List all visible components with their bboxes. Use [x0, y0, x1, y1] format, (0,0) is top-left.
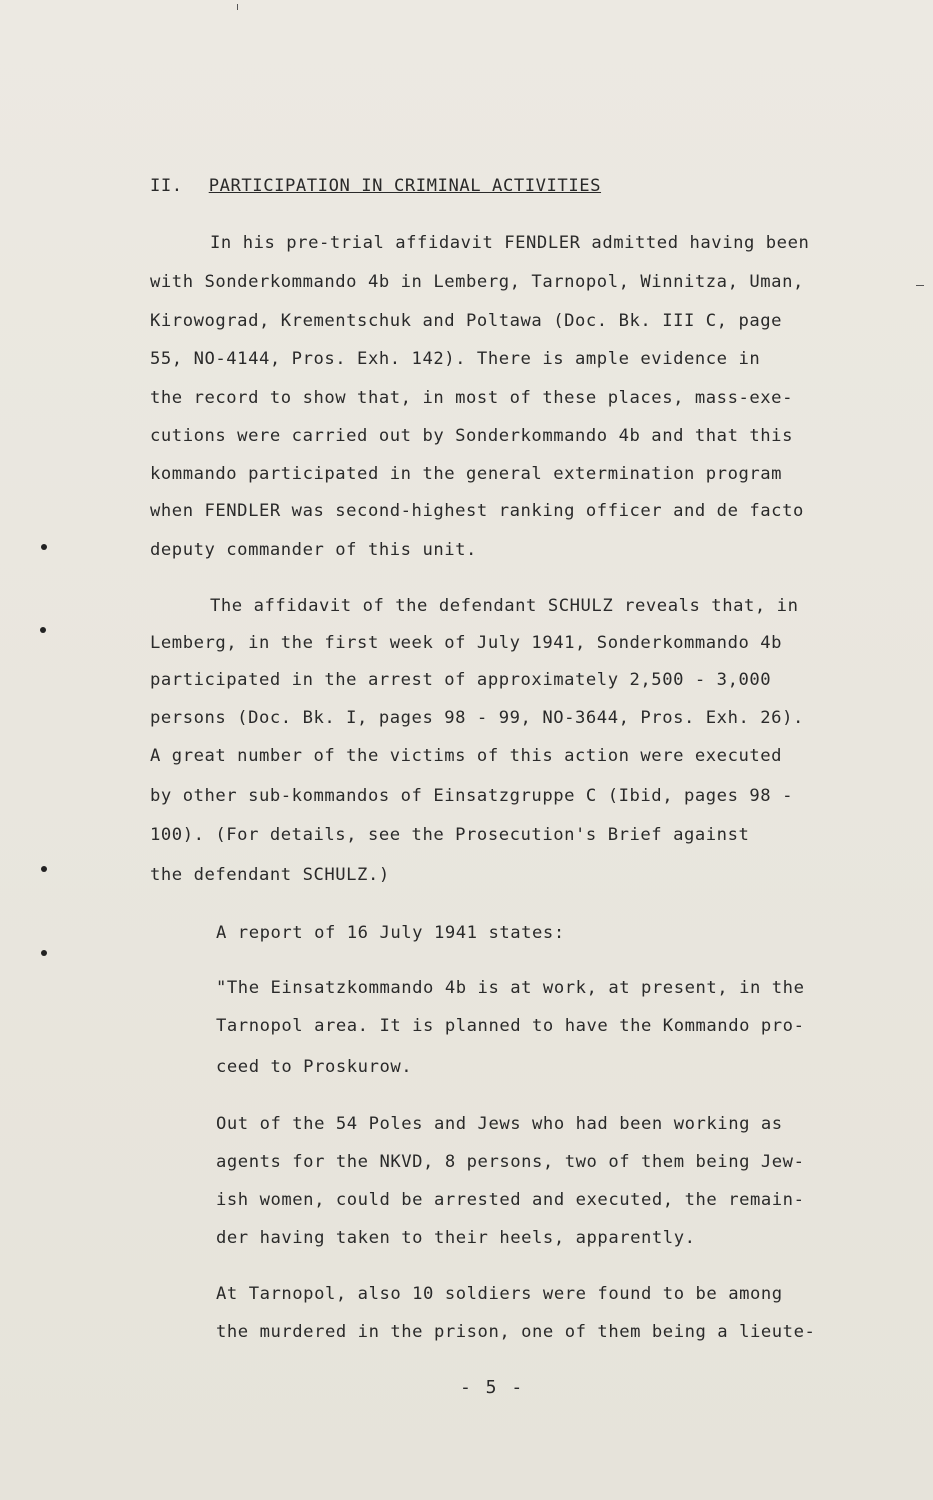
paragraph-line: 55, NO-4144, Pros. Exh. 142). There is ample evidence in: [150, 349, 761, 369]
paragraph-line: by other sub-kommandos of Einsatzgruppe C (Ibid, pages 98 -: [150, 786, 793, 806]
paragraph-line: deputy commander of this unit.: [150, 540, 477, 560]
quote-line: Out of the 54 Poles and Jews who had been working as: [216, 1114, 783, 1134]
section-title: PARTICIPATION IN CRIMINAL ACTIVITIES: [208, 176, 602, 196]
quote-line: At Tarnopol, also 10 soldiers were found to be among: [216, 1284, 783, 1304]
punch-hole-2: [40, 627, 46, 633]
paragraph-line: the record to show that, in most of these places, mass-exe-: [150, 388, 793, 408]
paragraph-line: kommando participated in the general extermination program: [150, 464, 783, 484]
report-intro: A report of 16 July 1941 states:: [216, 923, 565, 943]
punch-hole-1: [41, 544, 47, 550]
edge-mark: [916, 285, 924, 286]
paragraph-line: A great number of the victims of this action were executed: [150, 746, 783, 766]
quote-line: ceed to Proskurow.: [216, 1057, 413, 1077]
section-number: II.: [150, 176, 183, 196]
paragraph-line: Kirowograd, Krementschuk and Poltawa (Doc. Bk. III C, page: [150, 311, 783, 331]
quote-line: der having taken to their heels, apparently.: [216, 1228, 696, 1248]
quote-line: Tarnopol area. It is planned to have the Kommando pro-: [216, 1016, 805, 1036]
paragraph-line: the defendant SCHULZ.): [150, 865, 390, 885]
paragraph-line: The affidavit of the defendant SCHULZ reveals that, in: [210, 596, 799, 616]
section-heading: [150, 176, 601, 196]
paragraph-line: with Sonderkommando 4b in Lemberg, Tarnopol, Winnitza, Uman,: [150, 272, 804, 292]
paragraph-line: In his pre-trial affidavit FENDLER admitted having been: [210, 233, 810, 253]
page-number: - 5 -: [460, 1377, 525, 1398]
paragraph-line: Lemberg, in the first week of July 1941, Sonderkommando 4b: [150, 633, 783, 653]
paragraph-line: 100). (For details, see the Prosecution's Brief against: [150, 825, 750, 845]
paragraph-line: persons (Doc. Bk. I, pages 98 - 99, NO-3644, Pros. Exh. 26).: [150, 708, 804, 728]
quote-line: the murdered in the prison, one of them being a lieute-: [216, 1322, 816, 1342]
quote-line: "The Einsatzkommando 4b is at work, at present, in the: [216, 978, 805, 998]
paragraph-line: when FENDLER was second-highest ranking officer and de facto: [150, 501, 804, 521]
top-mark: [237, 4, 238, 10]
paragraph-line: cutions were carried out by Sonderkommando 4b and that this: [150, 426, 793, 446]
punch-hole-4: [41, 950, 47, 956]
punch-hole-3: [41, 866, 47, 872]
quote-line: agents for the NKVD, 8 persons, two of them being Jew-: [216, 1152, 805, 1172]
paragraph-line: participated in the arrest of approximately 2,500 - 3,000: [150, 670, 772, 690]
quote-line: ish women, could be arrested and executed, the remain-: [216, 1190, 805, 1210]
